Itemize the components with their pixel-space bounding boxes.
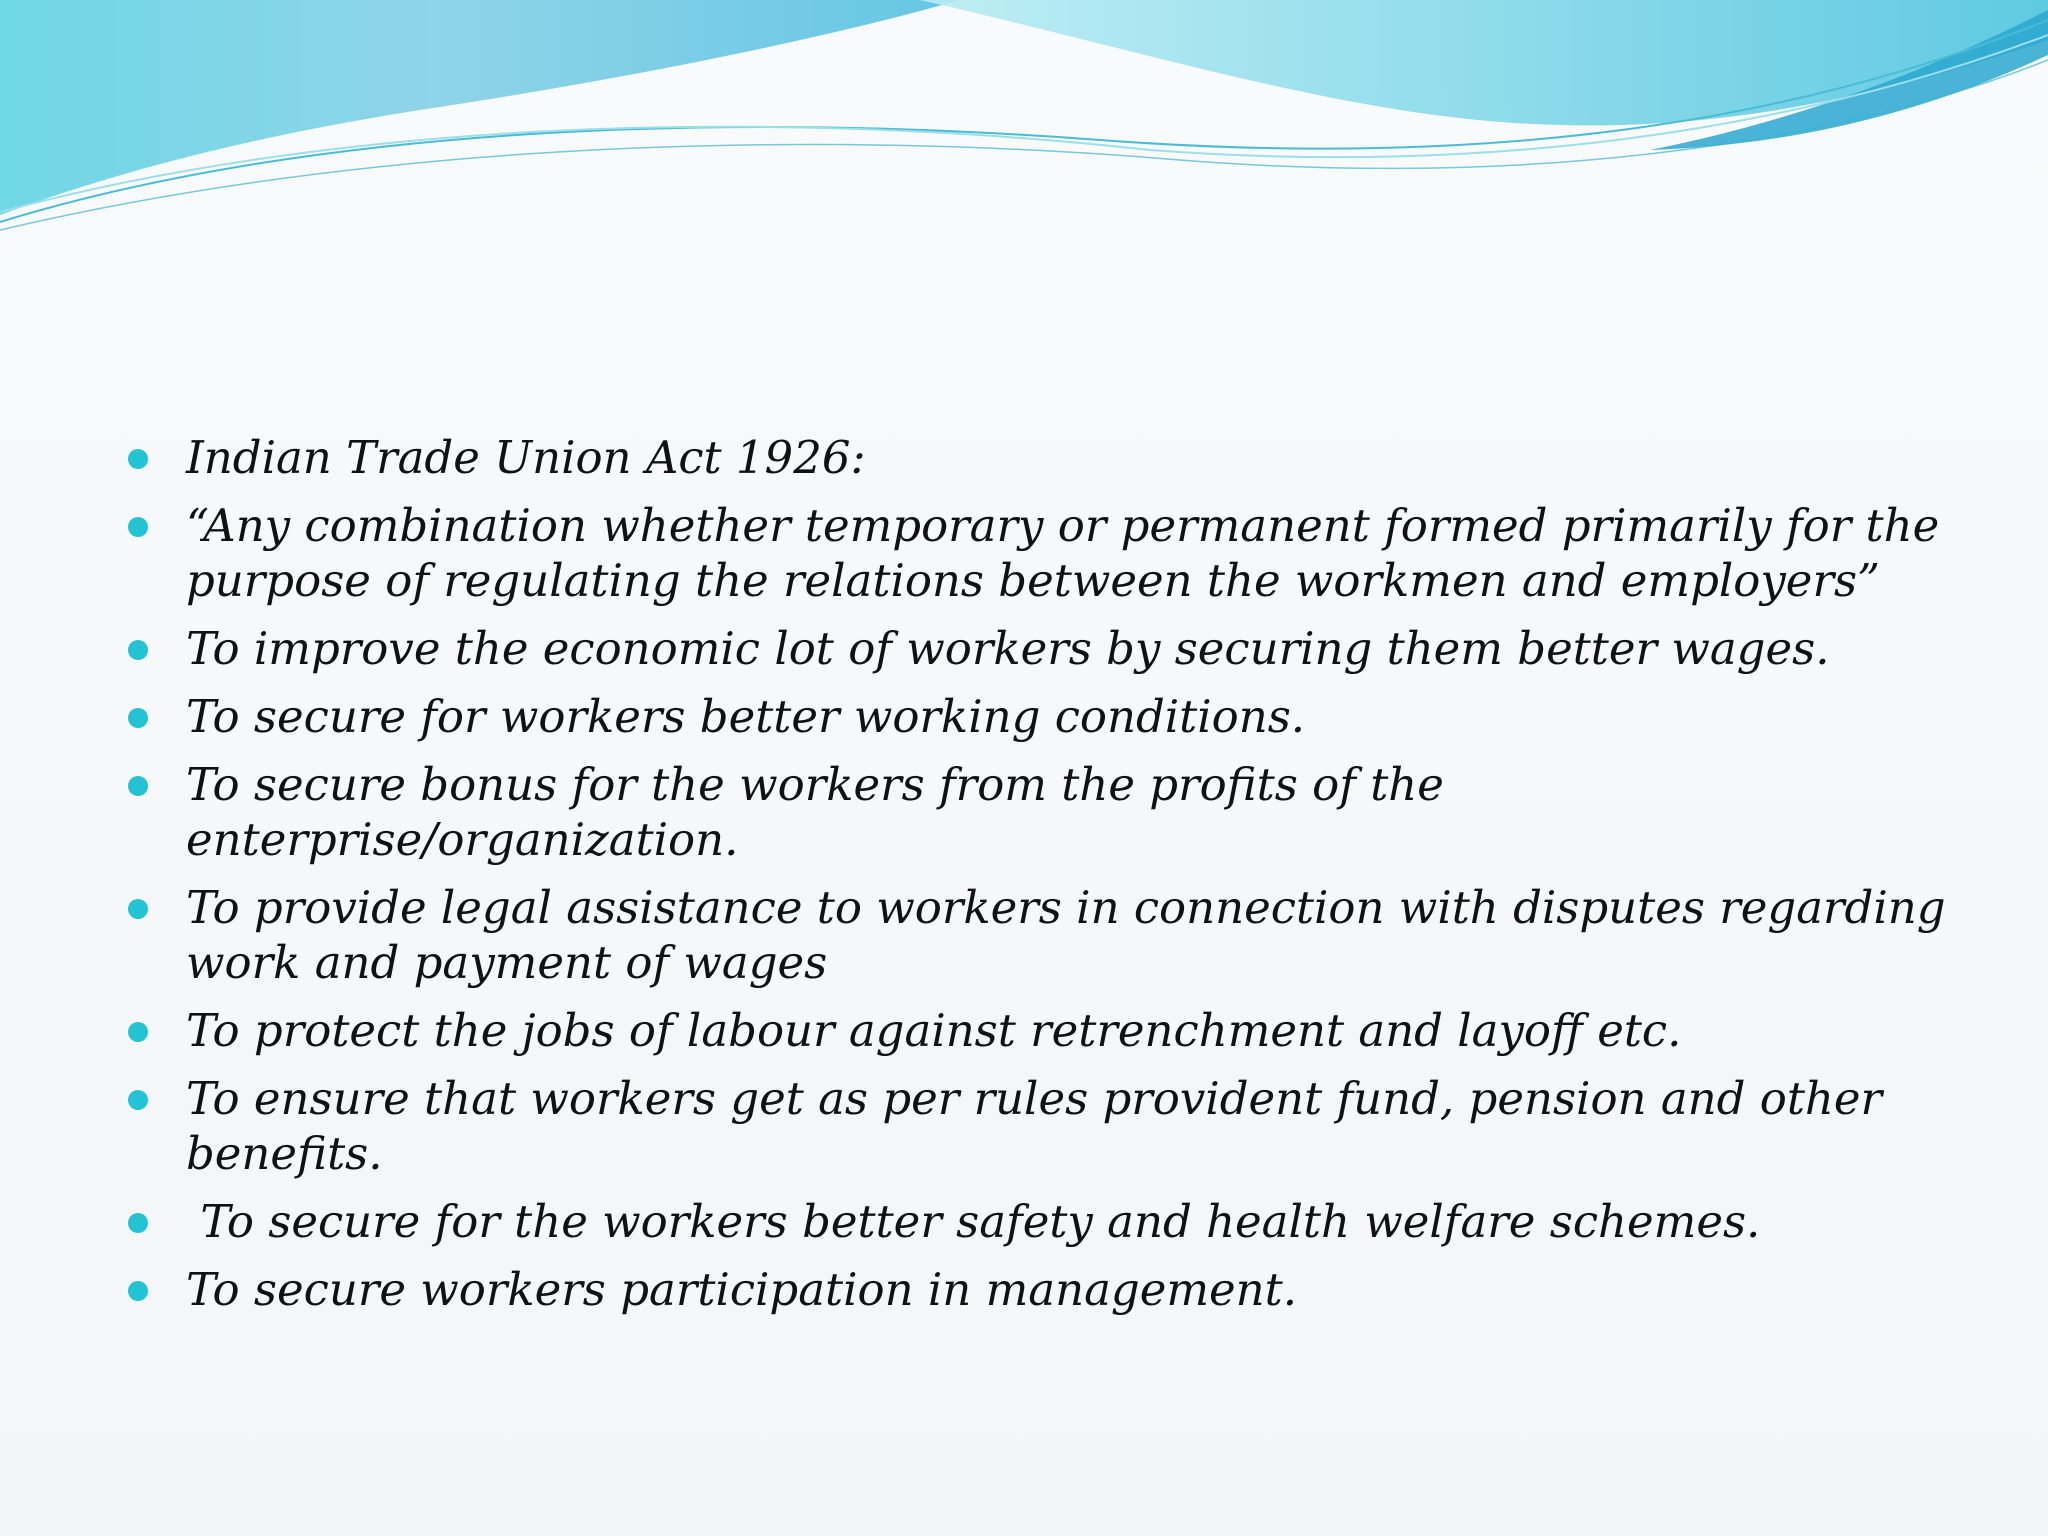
bullet-item-provident-fund xyxy=(128,1071,1948,1181)
bullet-dot-icon xyxy=(128,1022,148,1042)
bullet-text: To secure for the workers better safety and health welfare schemes. xyxy=(186,1195,1761,1248)
bullet-dot-icon xyxy=(128,1281,148,1301)
bullet-dot-icon xyxy=(128,1213,148,1233)
decorative-wave-header xyxy=(0,0,2048,240)
bullet-dot-icon xyxy=(128,1090,148,1110)
bullet-text: To secure for workers better working conditions. xyxy=(186,690,1306,743)
bullet-list xyxy=(128,430,1948,1317)
bullet-dot-icon xyxy=(128,640,148,660)
bullet-dot-icon xyxy=(128,517,148,537)
bullet-item-bonus xyxy=(128,757,1948,867)
bullet-text: To secure bonus for the workers from the profits of the enterprise/organization. xyxy=(186,758,1444,866)
bullet-text: To ensure that workers get as per rules provident fund, pension and other benefits. xyxy=(186,1072,1883,1180)
bullet-item-wages xyxy=(128,621,1948,676)
bullet-item-job-protection xyxy=(128,1003,1948,1058)
bullet-item-participation xyxy=(128,1262,1948,1317)
bullet-item-act-title xyxy=(128,430,1948,485)
bullet-item-working-conditions xyxy=(128,689,1948,744)
bullet-text: “Any combination whether temporary or permanent formed primarily for the purpose of regulating the relations between the workmen and employers” xyxy=(186,499,1940,607)
bullet-text: To secure workers participation in management. xyxy=(186,1263,1298,1316)
bullet-text: To provide legal assistance to workers in connection with disputes regarding work and payment of wages xyxy=(186,881,1946,989)
bullet-text: To protect the jobs of labour against retrenchment and layoff etc. xyxy=(186,1004,1682,1057)
bullet-text: Indian Trade Union Act 1926: xyxy=(186,431,866,484)
bullet-dot-icon xyxy=(128,776,148,796)
bullet-dot-icon xyxy=(128,449,148,469)
bullet-dot-icon xyxy=(128,708,148,728)
bullet-dot-icon xyxy=(128,899,148,919)
bullet-item-safety-health xyxy=(128,1194,1948,1249)
content-area xyxy=(128,430,1948,1330)
bullet-text: To improve the economic lot of workers by securing them better wages. xyxy=(186,622,1830,675)
wave-band-main xyxy=(0,0,960,215)
bullet-item-definition xyxy=(128,498,1948,608)
bullet-item-legal-assistance xyxy=(128,880,1948,990)
